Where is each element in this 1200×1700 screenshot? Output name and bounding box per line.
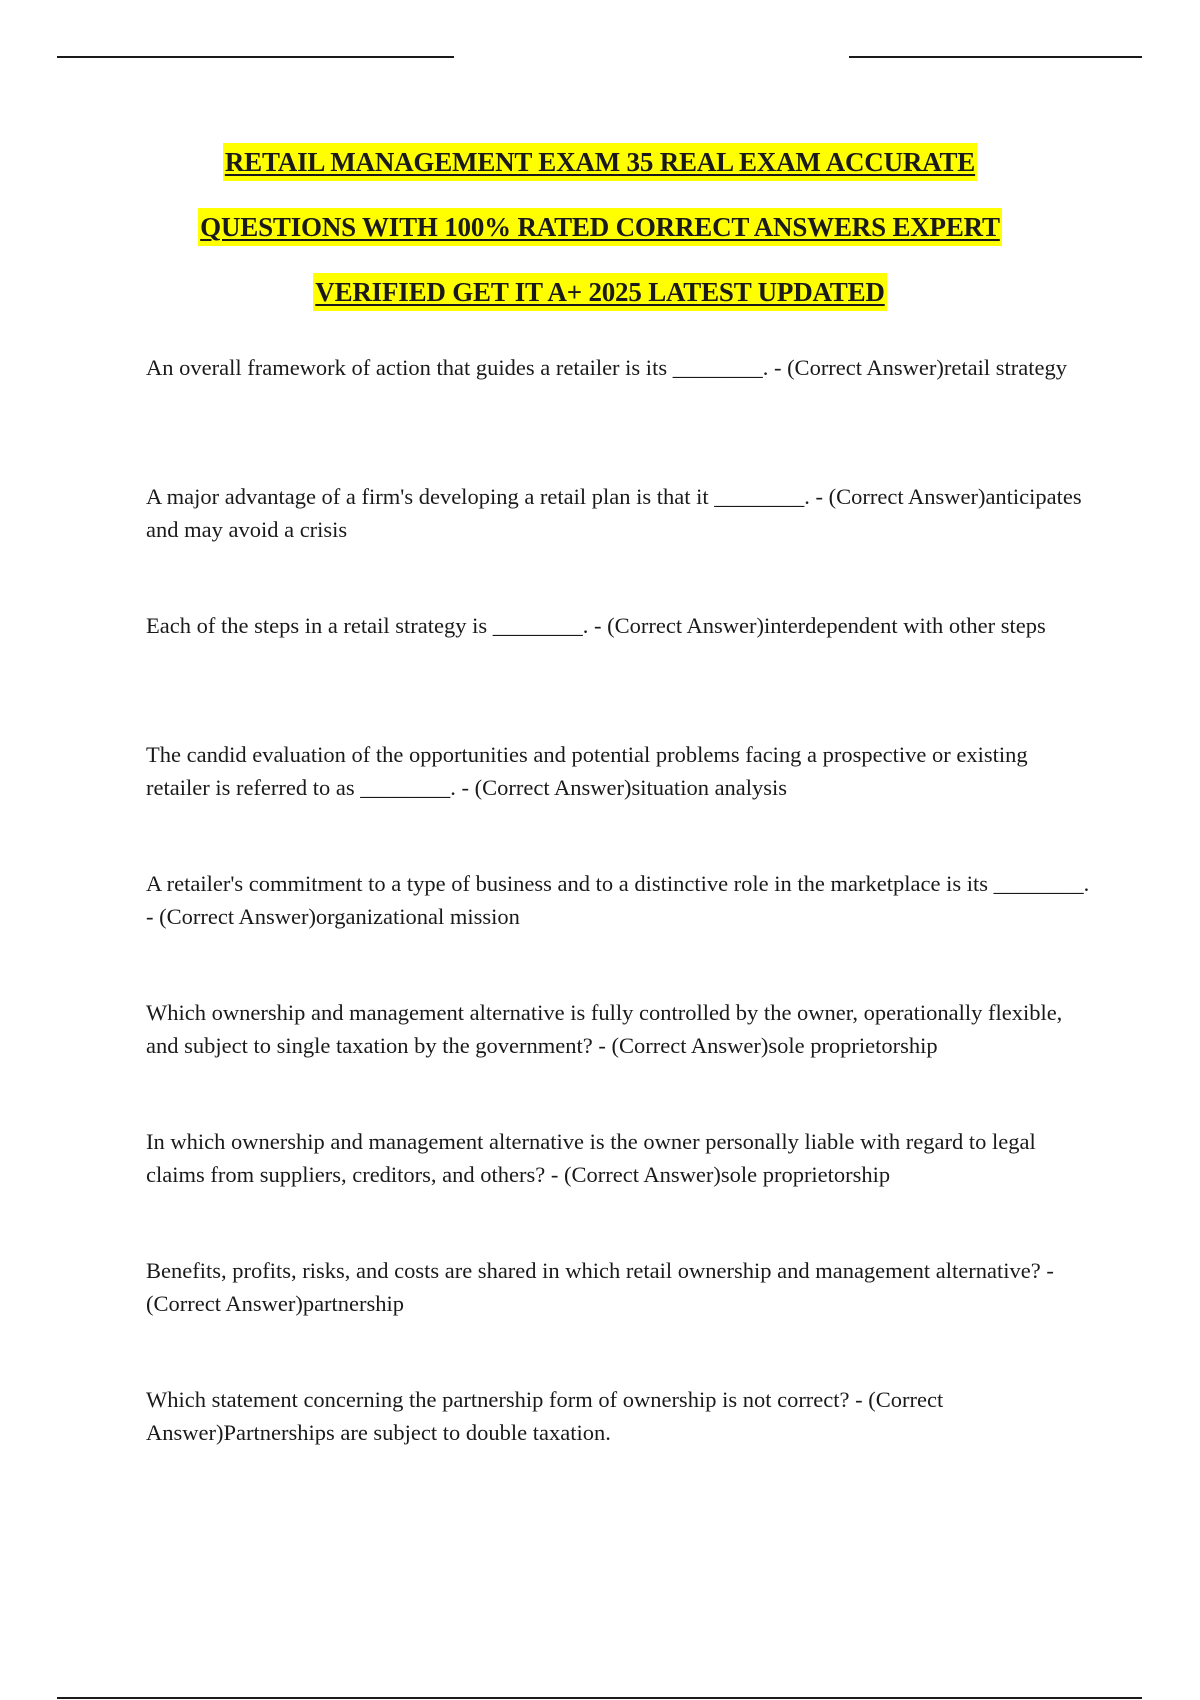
qa-item: A major advantage of a firm's developing a retail plan is that it ________. - (Correct Answer)anticipates and may avoid a crisis	[146, 484, 1082, 542]
title-line-1-text: RETAIL MANAGEMENT EXAM 35 REAL EXAM ACCURATE	[223, 143, 977, 181]
qa-item: Which ownership and management alternative is fully controlled by the owner, operationally flexible, and subject to single taxation by the government? - (Correct Answer)sole proprietorship	[146, 1000, 1063, 1058]
header-rule-left	[57, 56, 454, 58]
document-title	[0, 143, 1200, 338]
question-answer-list	[146, 352, 1094, 1513]
qa-item: An overall framework of action that guides a retailer is its ________. - (Correct Answer)retail strategy	[146, 355, 1067, 380]
title-line-2-text: QUESTIONS WITH 100% RATED CORRECT ANSWERS EXPERT	[198, 208, 1002, 246]
qa-item: A retailer's commitment to a type of business and to a distinctive role in the marketplace is its ________. - (Correct Answer)organizational mission	[146, 871, 1090, 929]
qa-item: Benefits, profits, risks, and costs are shared in which retail ownership and management alternative? - (Correct Answer)partnership	[146, 1258, 1054, 1316]
title-line-1	[0, 143, 1200, 208]
qa-item: Each of the steps in a retail strategy is ________. - (Correct Answer)interdependent with other steps	[146, 613, 1046, 638]
title-line-2	[0, 208, 1200, 273]
qa-item: The candid evaluation of the opportunities and potential problems facing a prospective or existing retailer is referred to as ________. - (Correct Answer)situation analysis	[146, 742, 1028, 800]
header-rule-right	[849, 56, 1142, 58]
footer-rule	[57, 1697, 1142, 1699]
title-line-3	[0, 273, 1200, 338]
qa-item: Which statement concerning the partnership form of ownership is not correct? - (Correct Answer)Partnerships are subject to double taxation.	[146, 1387, 944, 1445]
qa-item: In which ownership and management alternative is the owner personally liable with regard to legal claims from suppliers, creditors, and others? - (Correct Answer)sole proprietorship	[146, 1129, 1036, 1187]
title-line-3-text: VERIFIED GET IT A+ 2025 LATEST UPDATED	[313, 273, 886, 311]
